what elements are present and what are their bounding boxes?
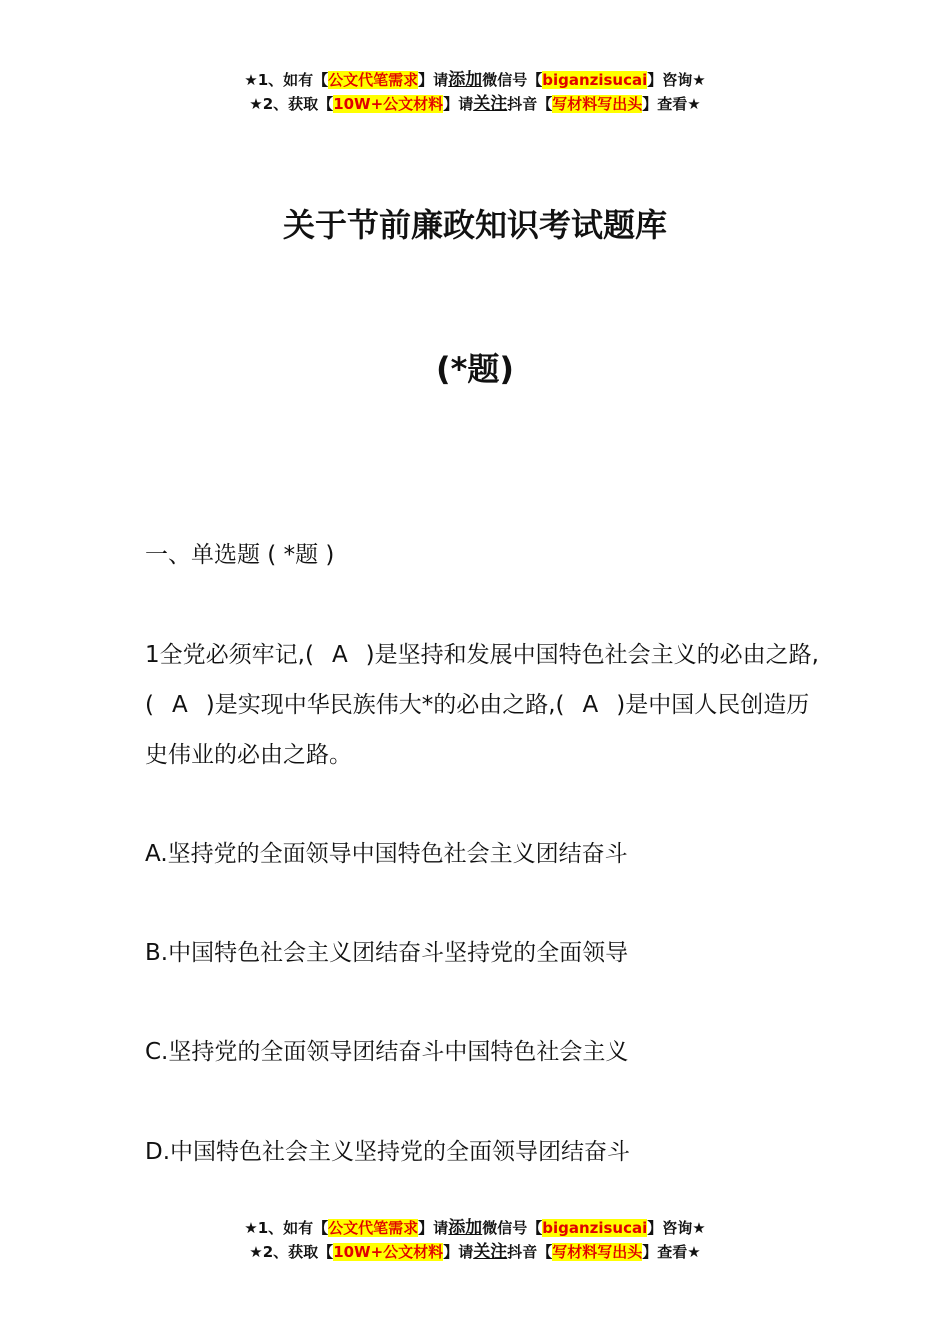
banner-text: 微信号【 xyxy=(482,71,543,89)
banner-text: 微信号【 xyxy=(482,1219,543,1237)
banner-text: 】查看★ xyxy=(642,95,701,113)
banner-line-1 xyxy=(0,68,950,92)
question-part: )是中国人民创造历史伟业的必由之路。 xyxy=(145,692,810,768)
header-banner xyxy=(0,68,950,116)
banner-text: ★2、获取【 xyxy=(249,95,334,113)
highlight-text: 10W+公文材料 xyxy=(333,95,444,113)
option-c: C.坚持党的全面领导团结奋斗中国特色社会主义 xyxy=(145,1039,629,1065)
banner-text: 】请 xyxy=(418,71,449,89)
banner-text: ★1、如有【 xyxy=(244,1219,329,1237)
highlight-text: 写材料写出头 xyxy=(552,95,643,113)
option-d: D.中国特色社会主义坚持党的全面领导团结奋斗 xyxy=(145,1139,631,1165)
highlight-text: 公文代笔需求 xyxy=(328,1219,419,1237)
banner-text: 】咨询★ xyxy=(647,71,706,89)
section-heading: 一、单选题 ( *题 ) xyxy=(145,542,335,568)
answer-blank: A xyxy=(331,642,348,668)
highlight-text: biganzisucai xyxy=(542,71,648,89)
option-b: B.中国特色社会主义团结奋斗坚持党的全面领导 xyxy=(145,940,629,966)
highlight-text: biganzisucai xyxy=(542,1219,648,1237)
banner-text: ★1、如有【 xyxy=(244,71,329,89)
question-part: 全党必须牢记,( xyxy=(159,642,314,668)
option-a: A.坚持党的全面领导中国特色社会主义团结奋斗 xyxy=(145,841,628,867)
banner-line-2 xyxy=(0,92,950,116)
underlined-text: 添加 xyxy=(448,1218,483,1238)
banner-text: 抖音【 xyxy=(507,95,553,113)
banner-text: 】查看★ xyxy=(642,1243,701,1261)
footer-banner xyxy=(0,1216,950,1264)
banner-text: 】请 xyxy=(418,1219,449,1237)
underlined-text: 关注 xyxy=(473,94,508,114)
answer-blank: A xyxy=(171,692,188,718)
underlined-text: 添加 xyxy=(448,70,483,90)
answer-blank: A xyxy=(582,692,599,718)
document-title: 关于节前廉政知识考试题库 xyxy=(282,206,667,244)
underlined-text: 关注 xyxy=(473,1242,508,1262)
document-subtitle: (*题) xyxy=(436,350,514,388)
highlight-text: 10W+公文材料 xyxy=(333,1243,444,1261)
banner-text: 】咨询★ xyxy=(647,1219,706,1237)
question-text xyxy=(145,630,825,780)
banner-text: 】请 xyxy=(443,1243,474,1261)
highlight-text: 写材料写出头 xyxy=(552,1243,643,1261)
banner-line-1 xyxy=(0,1216,950,1240)
banner-text: 抖音【 xyxy=(507,1243,553,1261)
highlight-text: 公文代笔需求 xyxy=(328,71,419,89)
question-part: )是实现中华民族伟大*的必由之路,( xyxy=(205,692,565,718)
question-part: )是坚持和发展中国特色社会主义的必由之路,( xyxy=(145,642,819,718)
banner-text: ★2、获取【 xyxy=(249,1243,334,1261)
banner-text: 】请 xyxy=(443,95,474,113)
question-number: 1 xyxy=(145,642,160,668)
banner-line-2 xyxy=(0,1240,950,1264)
